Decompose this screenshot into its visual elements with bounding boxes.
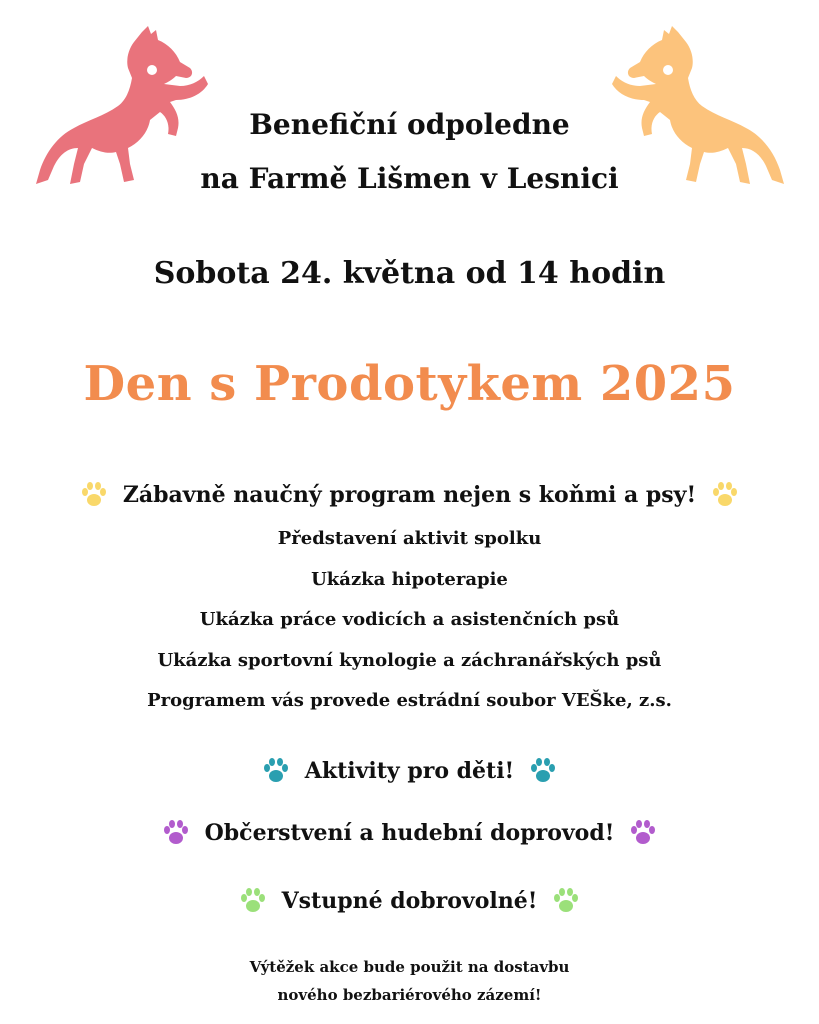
header-line-1: Benefiční odpoledne — [249, 108, 570, 141]
program-item: Představení aktivit spolku — [277, 528, 542, 549]
paw-icon — [161, 818, 191, 848]
highlight-entry-row — [0, 886, 819, 916]
main-title: Den s Prodotykem 2025 — [83, 356, 736, 412]
paw-icon — [710, 480, 740, 510]
highlight-text: Aktivity pro děti! — [304, 758, 515, 784]
highlight-kids-row — [0, 756, 819, 786]
highlight-text: Občerstvení a hudební doprovod! — [204, 820, 615, 846]
program-item: Programem vás provede estrádní soubor VEŠke, z.s. — [147, 690, 672, 711]
paw-icon — [551, 886, 581, 916]
program-item: Ukázka práce vodicích a asistenčních psů — [199, 609, 620, 630]
program-headline: Zábavně naučný program nejen s koňmi a psy! — [122, 482, 697, 508]
paw-icon — [79, 480, 109, 510]
program-headline-row — [0, 480, 819, 510]
paw-icon — [261, 756, 291, 786]
event-date: Sobota 24. května od 14 hodin — [153, 256, 666, 291]
paw-icon — [628, 818, 658, 848]
program-item: Ukázka sportovní kynologie a záchranářských psů — [157, 650, 662, 671]
paw-icon — [528, 756, 558, 786]
highlight-text: Vstupné dobrovolné! — [281, 888, 538, 914]
footer-note-line-1: Výtěžek akce bude použit na dostavbu — [249, 958, 570, 976]
program-item: Ukázka hipoterapie — [311, 569, 508, 590]
footer-note-line-2: nového bezbariérového zázemí! — [277, 986, 542, 1004]
header-line-2: na Farmě Lišmen v Lesnici — [200, 162, 619, 195]
paw-icon — [238, 886, 268, 916]
highlight-refreshments-row — [0, 818, 819, 848]
